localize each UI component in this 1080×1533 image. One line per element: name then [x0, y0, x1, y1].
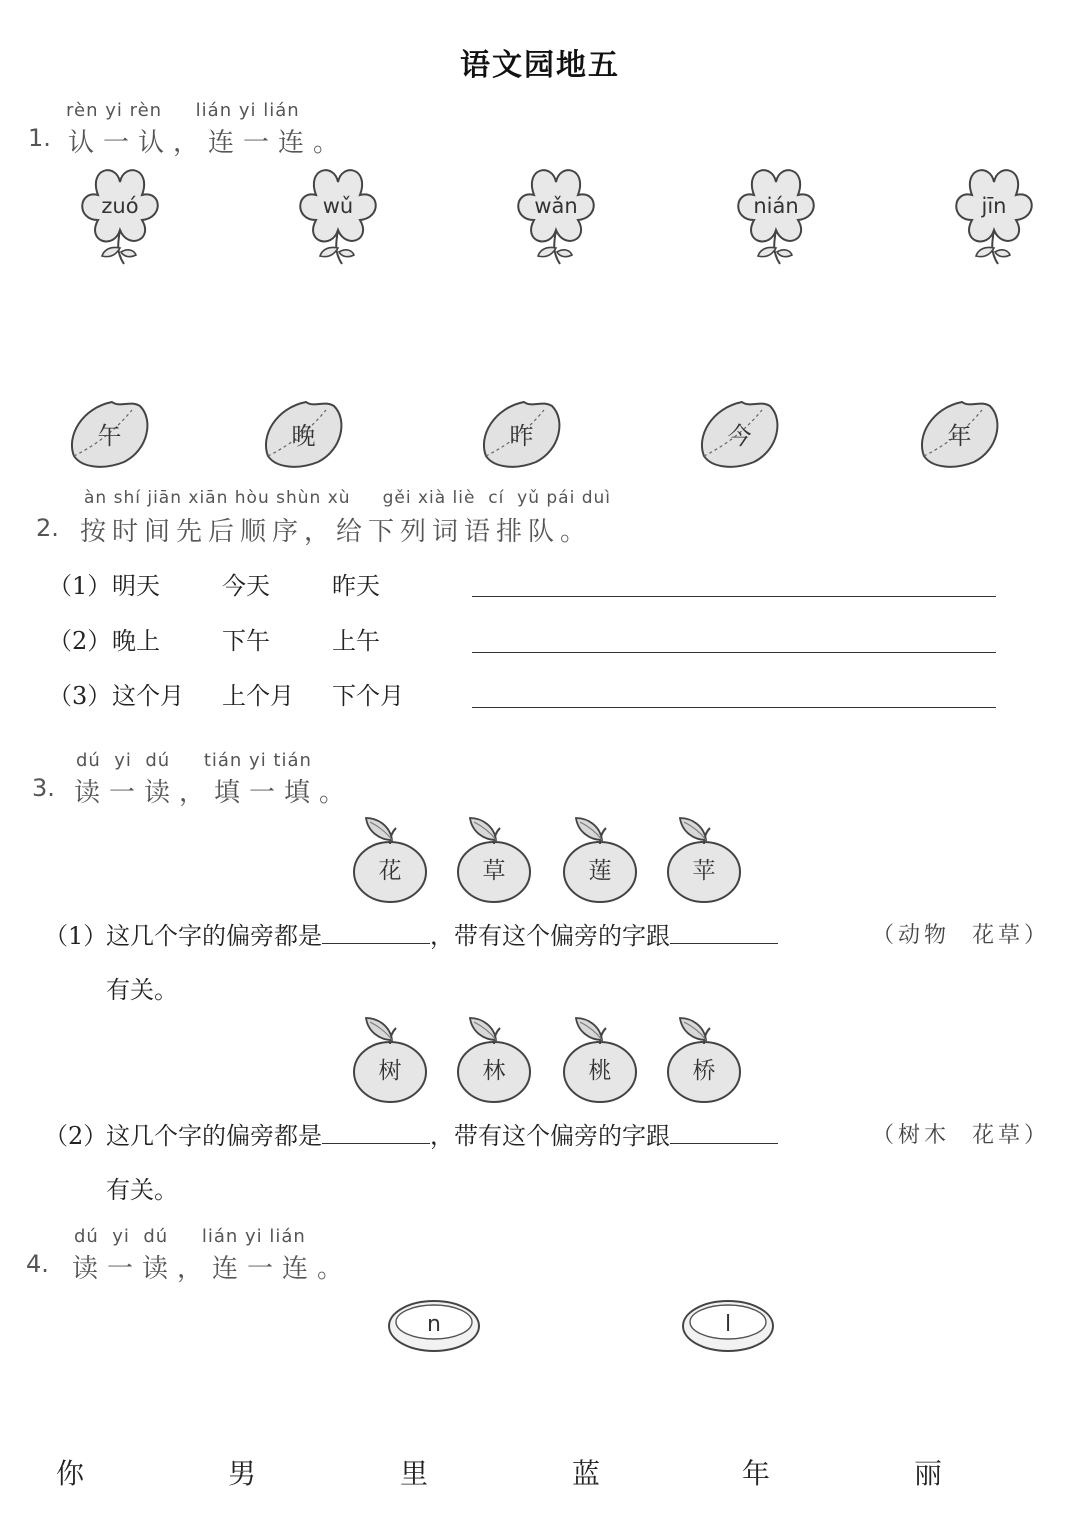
apple-char: 苹: [692, 858, 716, 884]
char-li-inside[interactable]: 里: [400, 1457, 429, 1490]
fill-blank-2[interactable]: [670, 921, 778, 944]
apple-tao: [562, 1014, 642, 1104]
q1-number: 1.: [28, 124, 51, 152]
fill-blank-4[interactable]: [670, 1121, 778, 1144]
q3-s2-hint: （树木 花草）: [872, 1123, 1050, 1148]
flower-wan[interactable]: [494, 160, 594, 270]
apple-char: 树: [378, 1058, 402, 1084]
flower-wu[interactable]: [276, 160, 376, 270]
page-title: 语文园地五: [460, 48, 620, 83]
q3-s1-hint: （动物 花草）: [872, 923, 1050, 948]
fill-blank-3[interactable]: [322, 1121, 430, 1144]
row-word: 晚上: [112, 627, 160, 655]
q3-pinyin: dú yi dú tián yi tián: [76, 750, 312, 771]
row-word: 下个月: [332, 682, 404, 710]
apple-hua: [352, 814, 432, 904]
leaf-wu[interactable]: [64, 396, 164, 471]
leaf-char: 午: [97, 422, 122, 450]
q3-number: 3.: [32, 774, 55, 802]
row-number: （2）: [48, 627, 112, 655]
row-word: 上个月: [222, 682, 294, 710]
q2-row-1: [48, 566, 111, 601]
char-nian[interactable]: 年: [742, 1457, 771, 1490]
leaf-char: 年: [947, 422, 972, 450]
q3-s2-sentence: [106, 1116, 778, 1151]
flower-pinyin: wǎn: [534, 194, 578, 218]
sentence-part: ，带有这个偏旁的字跟: [430, 1122, 670, 1150]
q2-text: 按时间先后顺序，给下列词语排队。: [80, 517, 593, 547]
plate-letter: l: [724, 1312, 732, 1337]
sentence-part: 这几个字的偏旁都是: [106, 922, 322, 950]
q1-pinyin: rèn yi rèn lián yi lián: [66, 100, 300, 121]
char-lan[interactable]: 蓝: [572, 1457, 601, 1490]
row-number: （3）: [48, 682, 112, 710]
flower-zuo[interactable]: [58, 160, 158, 270]
plate-letter: n: [427, 1312, 441, 1337]
q3-text: 读一读，填一填。: [74, 778, 355, 808]
flower-pinyin: nián: [753, 194, 799, 218]
leaf-jin[interactable]: [694, 396, 794, 471]
q3-s1-tail: 有关。: [106, 976, 178, 1004]
q3-s2-number: （2）: [44, 1122, 108, 1150]
row-word: 上午: [332, 627, 380, 655]
leaf-nian[interactable]: [914, 396, 1014, 471]
q4-pinyin: dú yi dú lián yi lián: [74, 1226, 306, 1247]
apple-char: 花: [378, 858, 402, 884]
row-word: 今天: [222, 572, 270, 600]
flower-pinyin: zuó: [101, 194, 139, 218]
q3-s1-sentence: [106, 916, 778, 951]
answer-line-1[interactable]: [472, 596, 996, 597]
leaf-zuo[interactable]: [476, 396, 576, 471]
q2-number: 2.: [36, 514, 59, 542]
fill-blank-1[interactable]: [322, 921, 430, 944]
apple-char: 桥: [692, 1058, 716, 1084]
char-ni[interactable]: 你: [56, 1457, 85, 1490]
answer-line-2[interactable]: [472, 652, 996, 653]
row-number: （1）: [48, 572, 112, 600]
leaf-char: 晚: [291, 422, 316, 450]
row-word: 昨天: [332, 572, 380, 600]
q4-text: 读一读，连一连。: [72, 1254, 353, 1284]
q3-s2-tail: 有关。: [106, 1176, 178, 1204]
char-nan[interactable]: 男: [228, 1457, 257, 1490]
flower-pinyin: jīn: [981, 194, 1007, 218]
char-li-beautiful[interactable]: 丽: [914, 1457, 943, 1490]
plate-n[interactable]: [388, 1298, 484, 1354]
row-word: 这个月: [112, 682, 184, 710]
q2-pinyin: àn shí jiān xiān hòu shùn xù gěi xià liè cí yǔ pái duì: [84, 488, 612, 508]
apple-cao: [456, 814, 536, 904]
row-word: 明天: [112, 572, 160, 600]
apple-char: 草: [482, 858, 506, 884]
apple-char: 林: [482, 1058, 506, 1084]
apple-lian: [562, 814, 642, 904]
q1-text: 认一认，连一连。: [68, 128, 349, 158]
q2-row-3: [48, 676, 111, 711]
leaf-wan[interactable]: [258, 396, 358, 471]
flower-pinyin: wǔ: [322, 194, 354, 218]
apple-char: 桃: [588, 1058, 612, 1084]
apple-shu: [352, 1014, 432, 1104]
leaf-char: 昨: [509, 422, 534, 450]
sentence-part: 这几个字的偏旁都是: [106, 1122, 322, 1150]
apple-lin: [456, 1014, 536, 1104]
answer-line-3[interactable]: [472, 707, 996, 708]
apple-qiao: [666, 1014, 746, 1104]
q4-number: 4.: [26, 1250, 49, 1278]
apple-char: 莲: [588, 858, 612, 884]
q2-row-2: [48, 621, 111, 656]
q3-s1-number: （1）: [44, 922, 108, 950]
apple-ping: [666, 814, 746, 904]
flower-nian[interactable]: [714, 160, 814, 270]
sentence-part: ，带有这个偏旁的字跟: [430, 922, 670, 950]
leaf-char: 今: [727, 422, 752, 450]
plate-l[interactable]: [682, 1298, 778, 1354]
flower-jin[interactable]: [932, 160, 1032, 270]
row-word: 下午: [222, 627, 270, 655]
